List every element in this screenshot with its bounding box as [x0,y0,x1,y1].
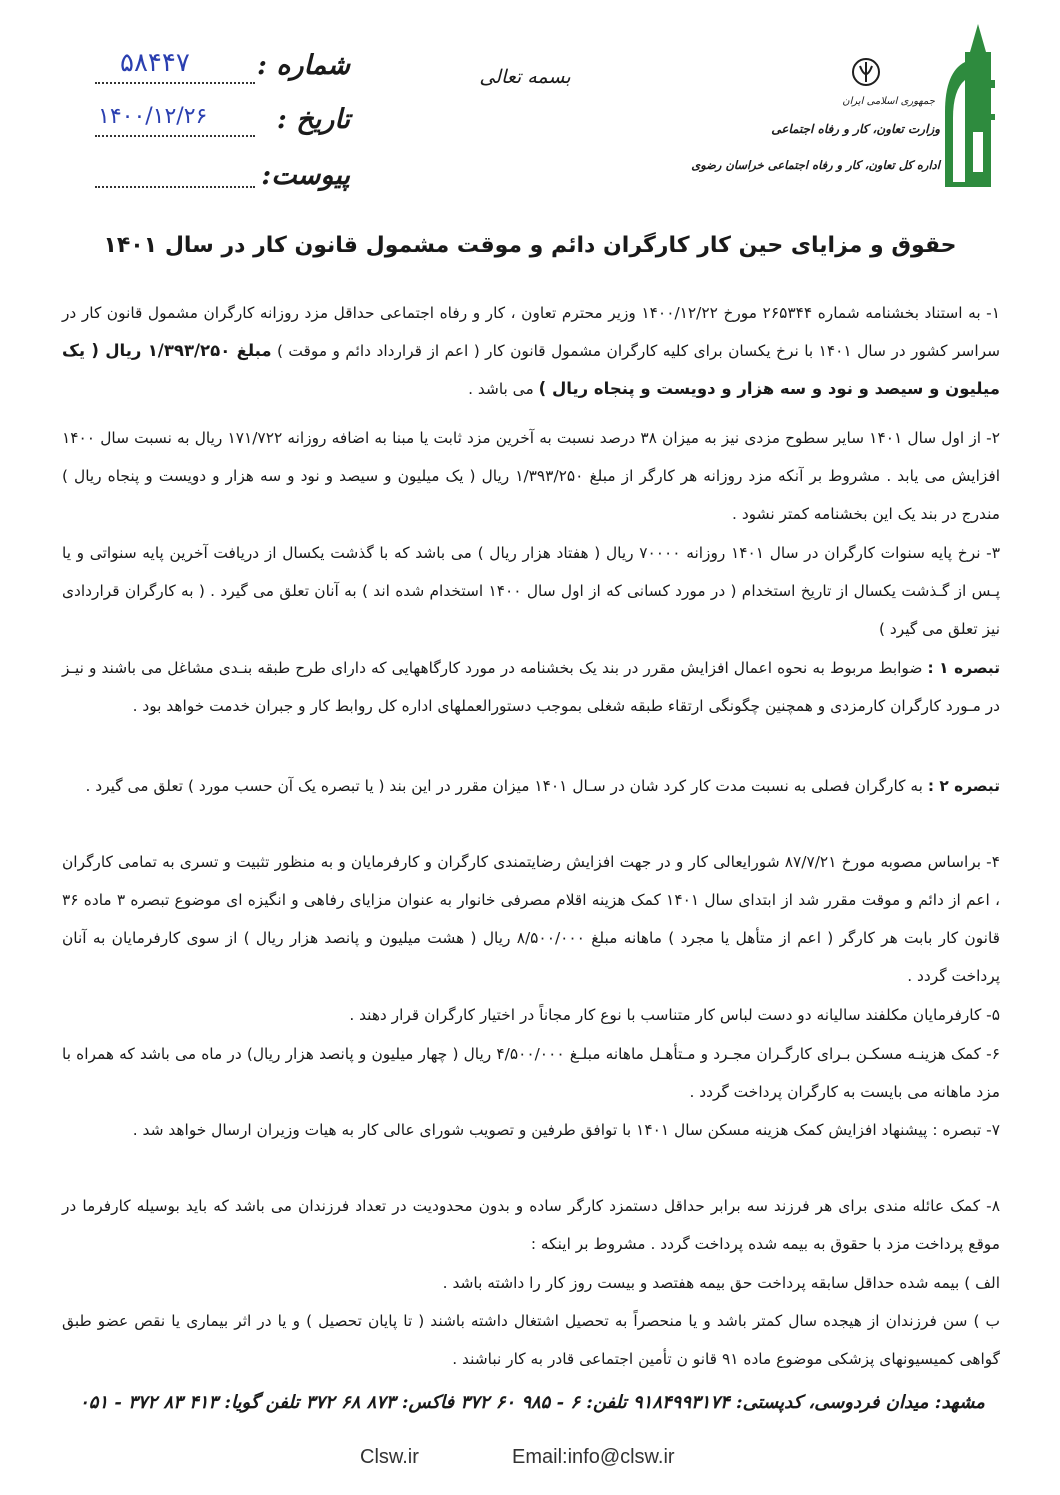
number-value: ۵۸۴۴۷ [120,48,190,78]
note-label: تبصره ۲ : [927,777,1000,795]
paragraph-3 [62,534,1000,648]
logo-line-1: جمهوری اسلامی ایران [842,96,935,107]
footer-website[interactable]: Clsw.ir [360,1446,419,1468]
date-label: تاریخ : [276,104,350,135]
meta-block [90,42,350,202]
paragraph-text: الف ) بیمه شده حداقل سابقه پرداخت حق بیمه هفتصد و بیست روز کار را داشته باشد . [442,1274,1000,1292]
paragraph-7 [62,1111,1000,1149]
date-value: ۱۴۰۰/۱۲/۲۶ [98,104,208,129]
footer-email[interactable]: Email:info@clsw.ir [512,1446,675,1468]
paragraph-6 [62,1035,1000,1111]
logo-line-3: اداره کل تعاون، کار و رفاه اجتماعی خراسان رضوی [691,158,940,172]
paragraph-note-1 [62,649,1000,725]
paragraph-text: ۶- کمک هزینـه مسکـن بـرای کارگـران مجـرد و مـتأهـل ماهانه مبلـغ ۴/۵۰۰/۰۰۰ ریال ( چهار میلیون و پانصد هزار ریال) در ماه می باشد که همراه با مزد ماهانه می بایست به کارگران پرداخت گردد . [62,1045,1000,1101]
paragraph-8-a [62,1264,1000,1302]
paragraph-8 [62,1187,1000,1263]
paragraph-5 [62,996,1000,1034]
paragraph-8-b [62,1302,1000,1378]
paragraph-1 [62,294,1000,408]
paragraph-note-2 [62,767,1000,805]
date-dotline [95,135,255,137]
paragraph-2 [62,419,1000,533]
paragraph-text: ۲- از اول سال ۱۴۰۱ سایر سطوح مزدی نیز به میزان ۳۸ درصد نسبت به آخرین مزد ثابت یا مبنا به اضافه روزانه ۱۷۱/۷۲۲ ریال به نسبت سال ۱۴۰۰ افزایش می یابد . مشروط بر آنکه مزد روزانه هر کارگر از مبلغ ۱/۳۹۳/۲۵۰ ریال ( یک میلیون و سیصد و نود و سه هزار و دویست و پنجاه ریال ) مندرج در بند یک این بخشنامه کمتر نشود . [62,429,1000,523]
paragraph-text: ۸- کمک عائله مندی برای هر فرزند سه برابر حداقل دستمزد کارگر ساده و بدون محدودیت در تعداد فرزندان می باشد که باید بوسیله کارفرما در موقع پرداخت مزد با حقوق به بیمه شده پرداخت گردد . مشروط بر اینکه : [62,1197,1000,1253]
paragraph-text: ۳- نرخ پایه سنوات کارگران در سال ۱۴۰۱ روزانه ۷۰۰۰۰ ریال ( هفتاد هزار ریال ) می باشد که با گذشت یکسال از دریافت آخرین پایه سنواتی و یا پـس از گـذشت یکسال از تاریخ استخدام ( در مورد کسانی که از اول سال ۱۴۰۰ استخدام شده اند ) به آنان تعلق می گیرد . ( به کارگران قراردادی نیز تعلق می گیرد ) [62,544,1000,638]
paragraph-text: ۷- تبصره : پیشنهاد افزایش کمک هزینه مسکن سال ۱۴۰۱ با توافق طرفین و تصویب شورای عالی کار به هیات وزیران ارسال خواهد شد . [132,1121,1000,1139]
paragraph-text: ۱- به استناد بخشنامه شماره ۲۶۵۳۴۴ مورخ ۱۴۰۰/۱۲/۲۲ وزیر محترم تعاون ، کار و رفاه اجتماعی حداقل مزد روزانه کارگران مشمول قانون کار در سراسر کشور در سال ۱۴۰۱ با نرخ یکسان برای کلیه کارگران مشمول قانون کار ( اعم از قرارداد دائم و موقت ) [62,304,1000,360]
attachment-dotline [95,186,255,188]
paragraph-4 [62,843,1000,995]
logo-line-2: وزارت تعاون، کار و رفاه اجتماعی [771,122,940,136]
document-title: حقوق و مزایای حین کار کارگران دائم و موقت مشمول قانون کار در سال ۱۴۰۱ [103,233,957,258]
attachment-label: پیوست: [261,160,350,191]
paragraph-text: ضوابط مربوط به نحوه اعمال افزایش مقرر در بند یک بخشنامه در مورد کارگاههایی که دارای طرح طبقه بنـدی مشاغل می باشند و نیـز در مـورد کارگران کارمزدی و همچنین چگونگی ارتقاء طبقه شغلی بموجب دستورالعملهای اداره کل روابط کار و جبران خدمت خواهد بود . [62,659,1000,715]
paragraph-suffix: می باشد . [468,380,539,398]
number-label: شماره : [256,50,350,81]
bismillah: بسمه تعالی [479,66,571,88]
paragraph-text: به کارگران فصلی به نسبت مدت کار کرد شان در سـال ۱۴۰۱ میزان مقرر در این بند ( یا تبصره یک آن حسب مورد ) تعلق می گیرد . [85,777,928,795]
paragraph-text: ۵- کارفرمایان مکلفند سالیانه دو دست لباس کار متناسب با نوع کار مجاناً در اختیار کارگران قرار دهند . [349,1006,1000,1024]
footer-address: مشهد: میدان فردوسی، کدپستی: ۹۱۸۴۹۹۳۱۷۴ تلفن: ۶ - ۹۸۵ ۶۰ ۳۷۲ فاکس: ۸۷۳ ۶۸ ۳۷۲ تلفن گویا: ۴۱۳ ۸۳ ۳۷۲ - ۰۵۱ [79,1392,985,1413]
ministry-logo [691,22,1010,197]
note-label: تبصره ۱ : [927,659,1000,677]
paragraph-text: ۴- براساس مصوبه مورخ ۸۷/۷/۲۱ شورایعالی کار و در جهت افزایش رضایتمندی کارگران و کارفرمایان و به منظور تثبیت و تسری به تمامی کارگران ، اعم از دائم و موقت مقرر شد از ابتدای سال ۱۴۰۱ کمک هزینه اقلام مصرفی خانوار به عنوان مزایای رفاهی و انگیزه ای موضوع تبصره ۳ ماده ۳۶ قانون کار بابت هر کارگر ( اعم از متأهل یا مجرد ) ماهانه مبلغ ۸/۵۰۰/۰۰۰ ریال ( هشت میلیون و پانصد هزار ریال ) از سوی کارفرمایان به آنان پرداخت گردد . [62,853,1001,985]
number-dotline [95,82,255,84]
paragraph-bold: مبلغ ۱/۳۹۳/۲۵۰ ریال ( یک میلیون و سیصد و نود و سه هزار و دویست و پنجاه ریال ) [62,341,1000,398]
paragraph-text: ب ) سن فرزندان از هیجده سال کمتر باشد و یا منحصراً به تحصیل اشتغال داشته باشند ( تا پایان تحصیل ) و یا در اثر بیماری یا نقص عضو طبق گواهی کمیسیونهای پزشکی موضوع ماده ۹۱ قانو ن تأمین اجتماعی قادر به کار نباشند . [62,1312,1000,1368]
